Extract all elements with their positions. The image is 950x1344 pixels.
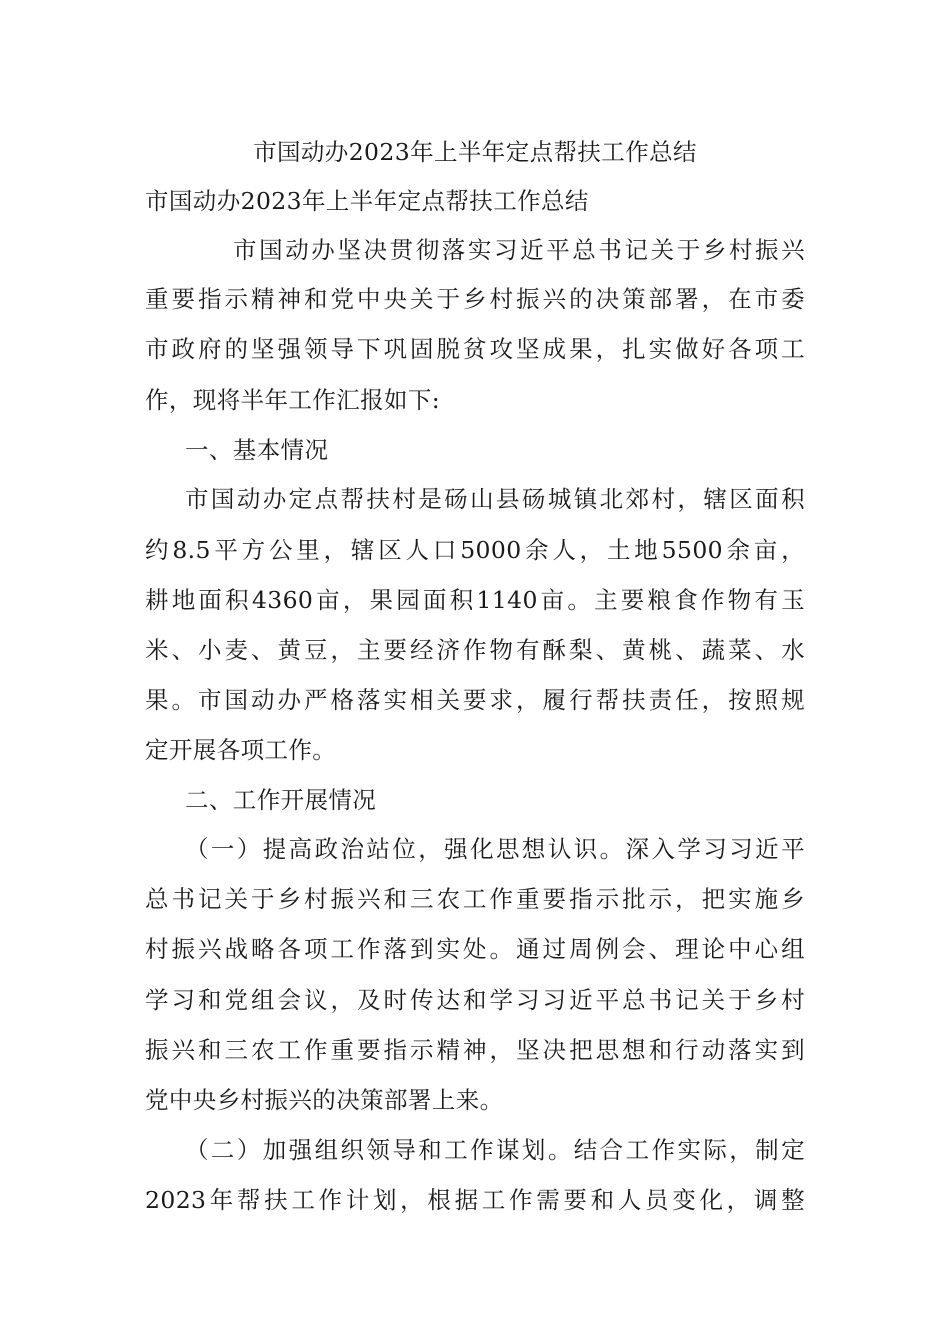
section-heading: 二、工作开展情况 [185, 786, 377, 814]
paragraph-line: （一）提高政治站位，强化思想认识。深入学习习近平 [185, 835, 805, 863]
document-subtitle: 市国动办2023年上半年定点帮扶工作总结 [145, 187, 589, 215]
paragraph-line: 振兴和三农工作重要指示精神，坚决把思想和行动落实到 [145, 1036, 805, 1064]
paragraph-line: 定开展各项工作。 [145, 736, 337, 764]
paragraph-line: 耕地面积4360亩，果园面积1140亩。主要粮食作物有玉 [145, 586, 805, 614]
paragraph-line: 约8.5平方公里，辖区人口5000余人，土地5500余亩， [145, 536, 805, 564]
paragraph-line: （二）加强组织领导和工作谋划。结合工作实际，制定 [185, 1136, 805, 1164]
intro-line: 市国动办坚决贯彻落实习近平总书记关于乡村振兴 [233, 236, 805, 264]
intro-line: 重要指示精神和党中央关于乡村振兴的决策部署，在市委 [145, 285, 805, 313]
paragraph-line: 果。市国动办严格落实相关要求，履行帮扶责任，按照规 [145, 686, 805, 714]
paragraph-line: 总书记关于乡村振兴和三农工作重要指示批示，把实施乡 [145, 885, 805, 913]
document-title: 市国动办2023年上半年定点帮扶工作总结 [253, 138, 697, 166]
paragraph-line: 党中央乡村振兴的决策部署上来。 [145, 1086, 504, 1114]
section-heading: 一、基本情况 [185, 436, 329, 464]
paragraph-line: 市国动办定点帮扶村是砀山县砀城镇北郊村，辖区面积 [185, 485, 805, 513]
intro-line: 市政府的坚强领导下巩固脱贫攻坚成果，扎实做好各项工 [145, 335, 805, 363]
intro-line: 作，现将半年工作汇报如下: [145, 386, 441, 414]
paragraph-line: 2023年帮扶工作计划，根据工作需要和人员变化，调整 [145, 1186, 805, 1214]
paragraph-line: 学习和党组会议，及时传达和学习习近平总书记关于乡村 [145, 986, 805, 1014]
paragraph-line: 米、小麦、黄豆，主要经济作物有酥梨、黄桃、蔬菜、水 [145, 636, 805, 664]
paragraph-line: 村振兴战略各项工作落到实处。通过周例会、理论中心组 [145, 935, 805, 963]
